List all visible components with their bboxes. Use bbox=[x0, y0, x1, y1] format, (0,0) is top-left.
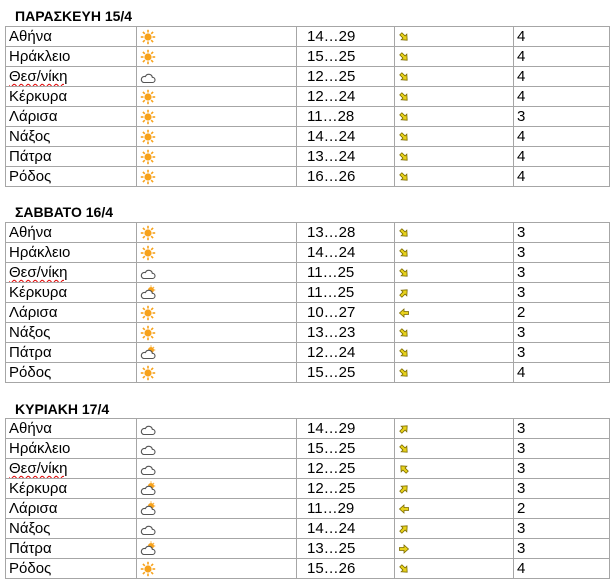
wind-arrow-down-right-icon bbox=[395, 167, 514, 187]
wind-force-value: 3 bbox=[517, 264, 526, 281]
table-row bbox=[6, 303, 610, 323]
wind-arrow-left-icon bbox=[395, 499, 514, 519]
city-name: Ηράκλειο bbox=[9, 244, 71, 261]
city-name: Πάτρα bbox=[9, 540, 52, 557]
cloud-icon bbox=[137, 459, 297, 479]
wind-arrow-down-right-icon bbox=[395, 67, 514, 87]
temperature-range: 12…24 bbox=[307, 344, 356, 361]
wind-force-cell bbox=[514, 87, 610, 107]
city-cell bbox=[6, 67, 137, 87]
city-name: Πάτρα bbox=[9, 344, 52, 361]
temperature-range: 11…29 bbox=[307, 500, 355, 517]
wind-force-cell bbox=[514, 67, 610, 87]
temperature-range: 12…25 bbox=[307, 460, 356, 477]
sun-cloud-icon bbox=[137, 479, 297, 499]
city-name: Νάξος bbox=[9, 520, 51, 537]
table-row bbox=[6, 107, 610, 127]
temperature-cell bbox=[297, 67, 395, 87]
temperature-cell bbox=[297, 419, 395, 439]
sun-icon bbox=[137, 559, 297, 579]
sun-icon bbox=[137, 323, 297, 343]
sun-cloud-icon bbox=[137, 343, 297, 363]
temperature-range: 15…25 bbox=[307, 48, 356, 65]
temperature-range: 10…27 bbox=[307, 304, 356, 321]
wind-force-cell bbox=[514, 539, 610, 559]
wind-force-value: 3 bbox=[517, 520, 526, 537]
city-name: Αθήνα bbox=[9, 420, 52, 437]
cloud-icon bbox=[137, 439, 297, 459]
city-cell bbox=[6, 343, 137, 363]
wind-force-cell bbox=[514, 419, 610, 439]
temperature-range: 11…25 bbox=[307, 264, 355, 281]
city-name: Κέρκυρα bbox=[9, 284, 68, 301]
table-row bbox=[6, 439, 610, 459]
wind-force-value: 3 bbox=[517, 540, 526, 557]
wind-force-value: 3 bbox=[517, 108, 526, 125]
city-name: Λάρισα bbox=[9, 500, 58, 517]
temperature-range: 12…25 bbox=[307, 480, 356, 497]
sun-icon bbox=[137, 223, 297, 243]
table-row bbox=[6, 127, 610, 147]
wind-force-cell bbox=[514, 439, 610, 459]
temperature-cell bbox=[297, 519, 395, 539]
wind-force-value: 4 bbox=[517, 128, 526, 145]
table-row bbox=[6, 559, 610, 579]
wind-arrow-up-right-icon bbox=[395, 519, 514, 539]
city-name: Πάτρα bbox=[9, 148, 52, 165]
city-cell bbox=[6, 479, 137, 499]
sun-cloud-icon bbox=[137, 539, 297, 559]
table-row bbox=[6, 343, 610, 363]
table-row bbox=[6, 243, 610, 263]
section-title: ΚΥΡΙΑΚΗ 17/4 bbox=[15, 401, 110, 417]
wind-arrow-down-right-icon bbox=[395, 559, 514, 579]
wind-arrow-down-right-icon bbox=[395, 107, 514, 127]
table-row bbox=[6, 363, 610, 383]
temperature-cell bbox=[297, 479, 395, 499]
wind-force-cell bbox=[514, 303, 610, 323]
wind-arrow-down-right-icon bbox=[395, 343, 514, 363]
section-title: ΣΑΒΒΑΤΟ 16/4 bbox=[15, 204, 114, 220]
temperature-cell bbox=[297, 27, 395, 47]
temperature-cell bbox=[297, 127, 395, 147]
wind-force-cell bbox=[514, 147, 610, 167]
temperature-cell bbox=[297, 167, 395, 187]
wind-force-value: 4 bbox=[517, 68, 526, 85]
table-row bbox=[6, 499, 610, 519]
city-cell bbox=[6, 107, 137, 127]
city-cell bbox=[6, 559, 137, 579]
wind-force-cell bbox=[514, 459, 610, 479]
temperature-range: 16…26 bbox=[307, 168, 356, 185]
city-cell bbox=[6, 539, 137, 559]
wind-force-cell bbox=[514, 283, 610, 303]
temperature-cell bbox=[297, 107, 395, 127]
city-name: Ρόδος bbox=[9, 560, 52, 577]
sun-icon bbox=[137, 167, 297, 187]
sun-icon bbox=[137, 127, 297, 147]
wind-force-value: 2 bbox=[517, 500, 526, 517]
city-cell bbox=[6, 47, 137, 67]
city-name: Θεσ/νίκη bbox=[9, 460, 68, 477]
temperature-cell bbox=[297, 559, 395, 579]
city-cell bbox=[6, 499, 137, 519]
city-cell bbox=[6, 303, 137, 323]
wind-force-value: 4 bbox=[517, 48, 526, 65]
table-row bbox=[6, 87, 610, 107]
wind-force-value: 4 bbox=[517, 364, 526, 381]
city-name: Λάρισα bbox=[9, 304, 58, 321]
wind-force-cell bbox=[514, 499, 610, 519]
wind-force-cell bbox=[514, 167, 610, 187]
temperature-range: 14…24 bbox=[307, 520, 356, 537]
temperature-range: 14…24 bbox=[307, 244, 356, 261]
city-cell bbox=[6, 147, 137, 167]
temperature-range: 13…28 bbox=[307, 224, 356, 241]
wind-force-value: 3 bbox=[517, 344, 526, 361]
wind-force-cell bbox=[514, 127, 610, 147]
temperature-range: 11…25 bbox=[307, 284, 355, 301]
city-cell bbox=[6, 519, 137, 539]
wind-force-value: 4 bbox=[517, 560, 526, 577]
temperature-cell bbox=[297, 243, 395, 263]
forecast-table bbox=[5, 26, 610, 187]
wind-arrow-down-right-icon bbox=[395, 363, 514, 383]
wind-force-cell bbox=[514, 223, 610, 243]
table-row bbox=[6, 323, 610, 343]
city-cell bbox=[6, 87, 137, 107]
wind-arrow-up-right-icon bbox=[395, 283, 514, 303]
table-row bbox=[6, 539, 610, 559]
wind-arrow-down-right-icon bbox=[395, 243, 514, 263]
city-name: Νάξος bbox=[9, 128, 51, 145]
forecast-table bbox=[5, 222, 610, 383]
wind-force-value: 3 bbox=[517, 420, 526, 437]
wind-force-cell bbox=[514, 323, 610, 343]
city-cell bbox=[6, 439, 137, 459]
sun-icon bbox=[137, 243, 297, 263]
temperature-cell bbox=[297, 539, 395, 559]
cloud-icon bbox=[137, 519, 297, 539]
temperature-cell bbox=[297, 323, 395, 343]
table-row bbox=[6, 419, 610, 439]
wind-arrow-down-right-icon bbox=[395, 87, 514, 107]
cloud-icon bbox=[137, 263, 297, 283]
wind-arrow-right-icon bbox=[395, 539, 514, 559]
wind-force-cell bbox=[514, 27, 610, 47]
wind-arrow-down-right-icon bbox=[395, 27, 514, 47]
city-cell bbox=[6, 127, 137, 147]
temperature-cell bbox=[297, 263, 395, 283]
city-name: Αθήνα bbox=[9, 224, 52, 241]
wind-force-value: 4 bbox=[517, 148, 526, 165]
city-name: Κέρκυρα bbox=[9, 88, 68, 105]
temperature-range: 13…24 bbox=[307, 148, 356, 165]
wind-force-cell bbox=[514, 47, 610, 67]
city-name: Ρόδος bbox=[9, 168, 52, 185]
wind-force-value: 3 bbox=[517, 324, 526, 341]
city-name: Θεσ/νίκη bbox=[9, 264, 68, 281]
temperature-cell bbox=[297, 439, 395, 459]
wind-arrow-up-right-icon bbox=[395, 419, 514, 439]
table-row bbox=[6, 47, 610, 67]
table-row bbox=[6, 459, 610, 479]
wind-force-value: 3 bbox=[517, 480, 526, 497]
temperature-range: 15…25 bbox=[307, 440, 356, 457]
city-cell bbox=[6, 223, 137, 243]
wind-force-value: 4 bbox=[517, 28, 526, 45]
wind-force-value: 3 bbox=[517, 224, 526, 241]
temperature-range: 15…26 bbox=[307, 560, 356, 577]
table-row bbox=[6, 283, 610, 303]
city-cell bbox=[6, 363, 137, 383]
sun-icon bbox=[137, 303, 297, 323]
sun-cloud-icon bbox=[137, 283, 297, 303]
wind-force-value: 2 bbox=[517, 304, 526, 321]
table-row bbox=[6, 263, 610, 283]
wind-arrow-down-right-icon bbox=[395, 223, 514, 243]
city-cell bbox=[6, 27, 137, 47]
city-name: Νάξος bbox=[9, 324, 51, 341]
wind-force-cell bbox=[514, 363, 610, 383]
city-name: Θεσ/νίκη bbox=[9, 68, 68, 85]
temperature-range: 14…29 bbox=[307, 420, 356, 437]
sun-icon bbox=[137, 27, 297, 47]
temperature-cell bbox=[297, 343, 395, 363]
wind-arrow-down-right-icon bbox=[395, 323, 514, 343]
temperature-range: 15…25 bbox=[307, 364, 356, 381]
city-name: Αθήνα bbox=[9, 28, 52, 45]
temperature-cell bbox=[297, 499, 395, 519]
table-row bbox=[6, 27, 610, 47]
temperature-range: 11…28 bbox=[307, 108, 355, 125]
temperature-range: 12…24 bbox=[307, 88, 356, 105]
wind-force-value: 4 bbox=[517, 88, 526, 105]
temperature-cell bbox=[297, 303, 395, 323]
wind-arrow-down-right-icon bbox=[395, 47, 514, 67]
wind-arrow-down-right-icon bbox=[395, 263, 514, 283]
wind-arrow-up-left-icon bbox=[395, 459, 514, 479]
section-title: ΠΑΡΑΣΚΕΥΗ 15/4 bbox=[15, 8, 133, 24]
wind-force-cell bbox=[514, 559, 610, 579]
temperature-range: 12…25 bbox=[307, 68, 356, 85]
forecast-table bbox=[5, 418, 610, 579]
city-name: Κέρκυρα bbox=[9, 480, 68, 497]
city-name: Ηράκλειο bbox=[9, 48, 71, 65]
wind-arrow-down-right-icon bbox=[395, 127, 514, 147]
wind-force-cell bbox=[514, 519, 610, 539]
table-row bbox=[6, 167, 610, 187]
city-cell bbox=[6, 167, 137, 187]
wind-arrow-up-right-icon bbox=[395, 479, 514, 499]
temperature-cell bbox=[297, 363, 395, 383]
wind-arrow-left-icon bbox=[395, 303, 514, 323]
city-cell bbox=[6, 459, 137, 479]
city-cell bbox=[6, 419, 137, 439]
wind-force-value: 3 bbox=[517, 460, 526, 477]
temperature-cell bbox=[297, 459, 395, 479]
wind-arrow-down-right-icon bbox=[395, 439, 514, 459]
wind-force-value: 3 bbox=[517, 284, 526, 301]
city-name: Ρόδος bbox=[9, 364, 52, 381]
table-row bbox=[6, 147, 610, 167]
temperature-range: 13…25 bbox=[307, 540, 356, 557]
sun-icon bbox=[137, 87, 297, 107]
sun-icon bbox=[137, 47, 297, 67]
sun-icon bbox=[137, 107, 297, 127]
wind-force-value: 3 bbox=[517, 244, 526, 261]
city-name: Λάρισα bbox=[9, 108, 58, 125]
table-row bbox=[6, 519, 610, 539]
table-row bbox=[6, 479, 610, 499]
sun-icon bbox=[137, 363, 297, 383]
city-name: Ηράκλειο bbox=[9, 440, 71, 457]
city-cell bbox=[6, 263, 137, 283]
table-row bbox=[6, 67, 610, 87]
temperature-cell bbox=[297, 147, 395, 167]
cloud-icon bbox=[137, 419, 297, 439]
temperature-range: 14…29 bbox=[307, 28, 356, 45]
wind-force-cell bbox=[514, 263, 610, 283]
city-cell bbox=[6, 283, 137, 303]
sun-cloud-icon bbox=[137, 499, 297, 519]
temperature-range: 13…23 bbox=[307, 324, 356, 341]
cloud-icon bbox=[137, 67, 297, 87]
wind-force-cell bbox=[514, 243, 610, 263]
temperature-cell bbox=[297, 87, 395, 107]
wind-force-cell bbox=[514, 479, 610, 499]
city-cell bbox=[6, 323, 137, 343]
table-row bbox=[6, 223, 610, 243]
sun-icon bbox=[137, 147, 297, 167]
temperature-range: 14…24 bbox=[307, 128, 356, 145]
temperature-cell bbox=[297, 47, 395, 67]
wind-force-value: 4 bbox=[517, 168, 526, 185]
wind-force-cell bbox=[514, 343, 610, 363]
wind-force-cell bbox=[514, 107, 610, 127]
wind-force-value: 3 bbox=[517, 440, 526, 457]
city-cell bbox=[6, 243, 137, 263]
temperature-cell bbox=[297, 223, 395, 243]
wind-arrow-down-right-icon bbox=[395, 147, 514, 167]
temperature-cell bbox=[297, 283, 395, 303]
